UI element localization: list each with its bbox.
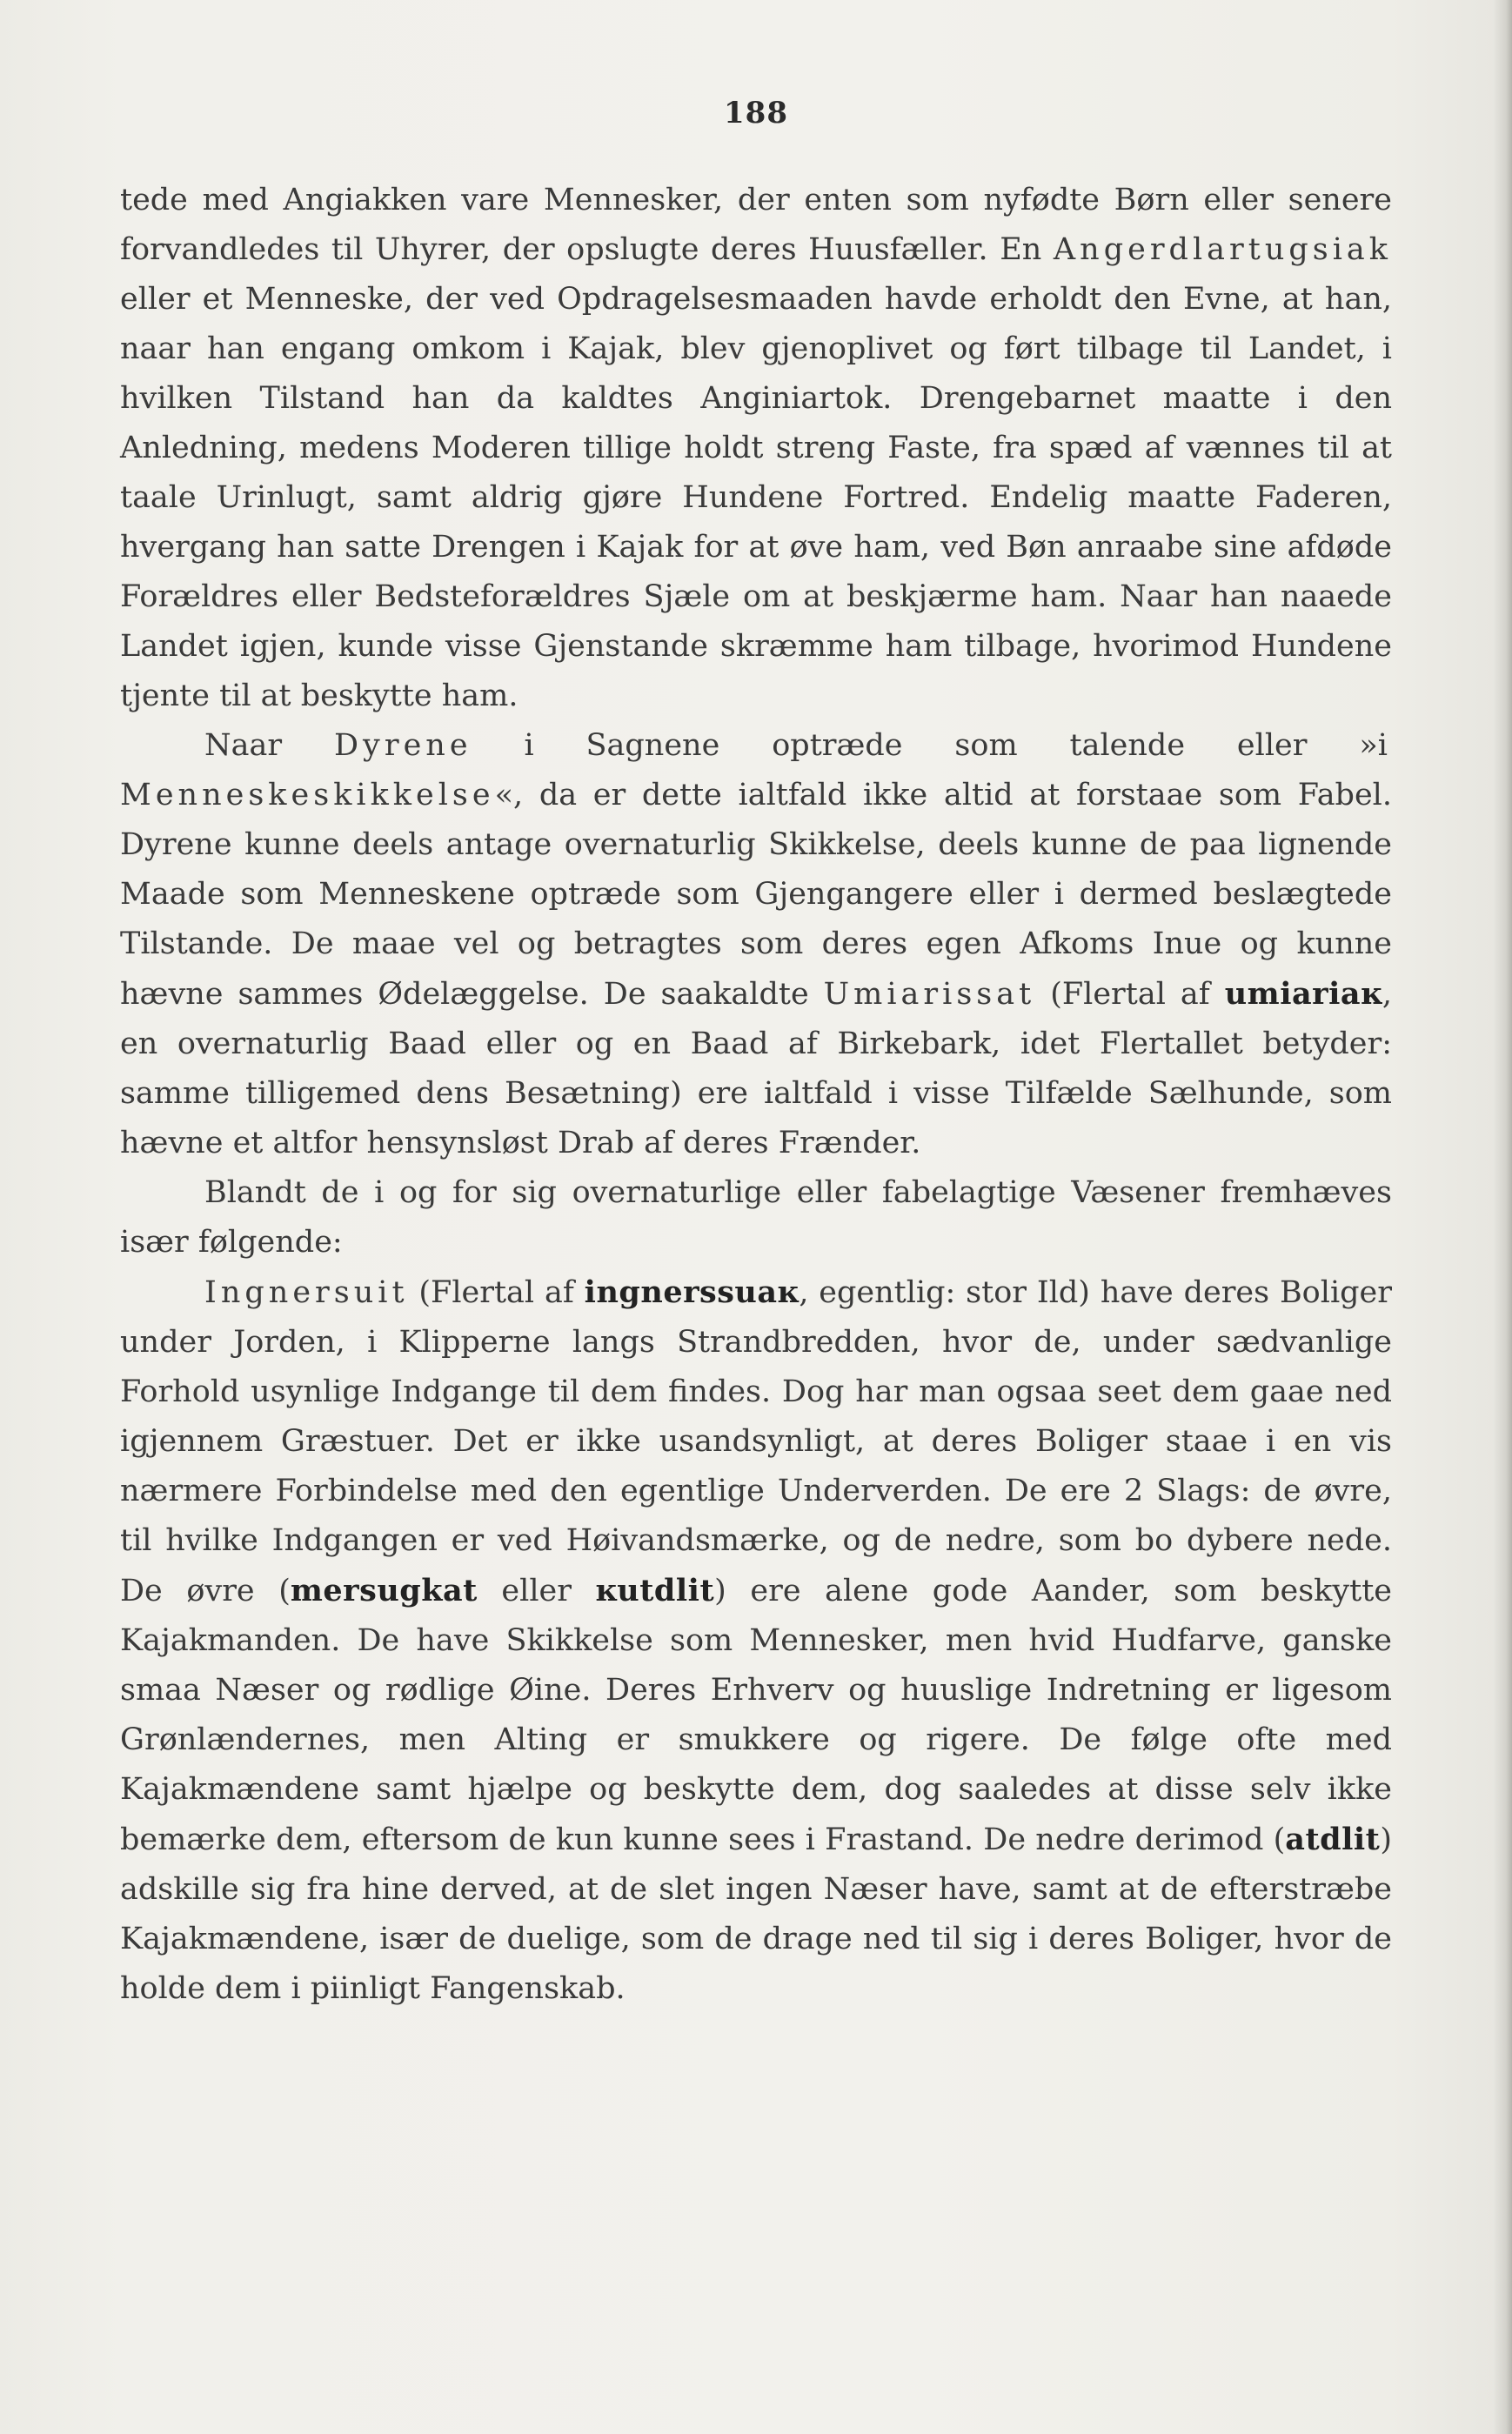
text-run: ) adskille sig fra hine derved, at de slet ingen Næser have, samt at de efterstræbe Kajakmændene, især de duelige, som de drage ned til sig i deres Boliger, hvor de holde dem i piinligt Fangenskab. (120, 1822, 1392, 2006)
greenlandic-term: mersugkat (290, 1573, 478, 1608)
body-text (120, 176, 1392, 2014)
text-run: Naar (204, 728, 334, 763)
greenlandic-term: ingnerssuaĸ (584, 1274, 799, 1310)
greenlandic-term: ĸutdlit (595, 1573, 715, 1608)
text-run: (Flertal af (1035, 977, 1225, 1012)
page-number: 188 (724, 96, 788, 130)
text-run: (Flertal af (408, 1275, 585, 1310)
text-run: Blandt de i og for sig overnaturlige eller fabelagtige Væsener fremhæves især følgende: (120, 1175, 1392, 1260)
text-run: eller (477, 1574, 596, 1608)
letterspaced-term: Dyrene (334, 728, 472, 763)
letterspaced-term: i Menneskeskikkelse (120, 728, 1392, 812)
paragraph (120, 1168, 1392, 1267)
text-run: ) ere alene gode Aander, som beskytte Kajakmanden. De have Skikkelse som Mennesker, men hvid Hudfarve, ganske smaa Næser og rødlige Øine. Deres Erhverv og huuslige Indretning er ligesom Grønlændernes, men Alting er smukkere og rigere. De følge ofte med Kajakmændene samt hjælpe og beskytte dem, dog saaledes at disse selv ikke bemærke dem, eftersom de kun kunne sees i Frastand. De nedre derimod ( (120, 1574, 1392, 1857)
letterspaced-term: Angerdlartugsiak (1053, 232, 1392, 267)
text-run: tede med Angiakken vare Mennesker, der enten som nyfødte Børn eller senere forvandledes til Uhyrer, der opslugte deres Huusfæller. En (120, 183, 1392, 267)
paragraph (120, 721, 1392, 1168)
page-edge-shadow (1493, 0, 1512, 2434)
letterspaced-term: Umiarissat (823, 977, 1036, 1012)
text-run: , egentlig: stor Ild) have deres Boliger under Jorden, i Klipperne langs Strandbredden, hvor de, under sædvanlige Forhold usynlige Indgange til dem findes. Dog har man ogsaa seet dem gaae ned igjennem Græstuer. Det er ikke usandsynligt, at deres Boliger staae i en vis nærmere Forbindelse med den egentlige Underverden. De ere 2 Slags: de øvre, til hvilke Indgangen er ved Høivandsmærke, og de nedre, som bo dybere nede. De øvre ( (120, 1275, 1392, 1608)
greenlandic-term: umiariaĸ (1224, 976, 1382, 1012)
paragraph (120, 176, 1392, 721)
greenlandic-term: atdlit (1285, 1822, 1381, 1857)
text-run: , en overnaturlig Baad eller og en Baad af Birkebark, idet Flertallet betyder: samme tilligemed dens Besætning) ere ialtfald i visse Tilfælde Sælhunde, som hævne et altfor hensynsløst Drab af deres Frænder. (120, 977, 1392, 1160)
text-run: eller et Menneske, der ved Opdragelsesmaaden havde erholdt den Evne, at han, naar han engang omkom i Kajak, blev gjenoplivet og ført tilbage til Landet, i hvilken Tilstand han da kaldtes Anginiartok. Drengebarnet maatte i den Anledning, medens Moderen tillige holdt streng Faste, fra spæd af vænnes til at taale Urinlugt, samt aldrig gjøre Hundene Fortred. Endelig maatte Faderen, hvergang han satte Drengen i Kajak for at øve ham, ved Bøn anraabe sine afdøde Forældres eller Bedsteforældres Sjæle om at beskjærme ham. Naar han naaede Landet igjen, kunde visse Gjenstande skræmme ham tilbage, hvorimod Hundene tjente til at beskytte ham. (120, 282, 1392, 713)
text-run: i Sagnene optræde som talende eller » (472, 728, 1378, 763)
letterspaced-term: Ingnersuit (204, 1275, 409, 1310)
paragraph (120, 1267, 1392, 2014)
text-run: «, da er dette ialtfald ikke altid at forstaae som Fabel. Dyrene kunne deels antage overnaturlig Skikkelse, deels kunne de paa lignende Maade som Menneskene optræde som Gjengangere eller i dermed beslægtede Tilstande. De maae vel og betragtes som deres egen Afkoms Inue og kunne hævne sammes Ødelæggelse. De saakaldte (120, 778, 1392, 1012)
